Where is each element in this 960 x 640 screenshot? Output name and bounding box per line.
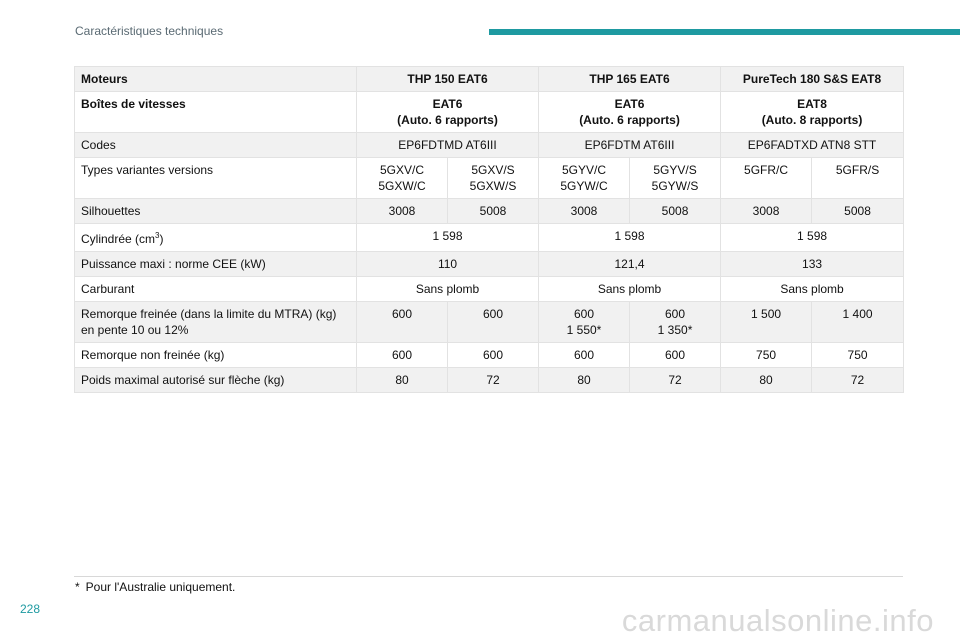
variant-cell (812, 158, 904, 199)
braked-cell (721, 302, 812, 343)
braked-cell (448, 302, 539, 343)
table-cell: 80 (721, 368, 812, 393)
row-label: Poids maximal autorisé sur flèche (kg) (75, 368, 357, 393)
variant-cell (539, 158, 630, 199)
braked-line: 1 400 (842, 307, 873, 321)
braked-line: 600 (665, 307, 686, 321)
specifications-table (74, 66, 904, 393)
table-cell: 80 (539, 368, 630, 393)
row-label: Puissance maxi : norme CEE (kW) (75, 252, 357, 277)
gearbox-name: EAT6 (614, 97, 645, 111)
gearbox-cell (539, 92, 721, 133)
table-cell: 750 (812, 343, 904, 368)
table-cell: Sans plomb (357, 277, 539, 302)
variant-line: 5GXW/C (378, 179, 426, 193)
table-row-fuel (75, 277, 904, 302)
table-cell: EP6FDTM AT6III (539, 133, 721, 158)
braked-line: 600 (482, 307, 504, 321)
braked-cell (630, 302, 721, 343)
variant-cell (721, 158, 812, 199)
table-row-braked-trailer (75, 302, 904, 343)
engine-header: THP 165 EAT6 (539, 67, 721, 92)
table-row-engines (75, 67, 904, 92)
braked-line: 1 500 (751, 307, 782, 321)
table-cell: 121,4 (539, 252, 721, 277)
table-cell: 72 (630, 368, 721, 393)
braked-cell (357, 302, 448, 343)
table-cell: 5008 (630, 199, 721, 224)
variant-line: 5GFR/S (835, 163, 880, 177)
row-label (75, 224, 357, 252)
braked-line: 600 (574, 307, 595, 321)
engine-header: THP 150 EAT6 (357, 67, 539, 92)
table-row-variants (75, 158, 904, 199)
gearbox-detail: (Auto. 6 rapports) (579, 113, 680, 127)
row-label: Remorque non freinée (kg) (75, 343, 357, 368)
braked-line: 1 350* (657, 323, 693, 337)
variant-cell (448, 158, 539, 199)
table-cell: 750 (721, 343, 812, 368)
braked-label-line: Remorque freinée (dans la limite du MTRA) (kg) (81, 307, 337, 321)
table-cell: 600 (357, 343, 448, 368)
gearbox-cell (357, 92, 539, 133)
row-label: Carburant (75, 277, 357, 302)
table-row-unbraked-trailer (75, 343, 904, 368)
header-accent-bar (489, 29, 960, 35)
row-label: Types variantes versions (75, 158, 357, 199)
table-cell: 80 (357, 368, 448, 393)
gearbox-name: EAT8 (797, 97, 827, 111)
gearbox-cell (721, 92, 904, 133)
table-row-codes (75, 133, 904, 158)
page-number: 228 (20, 602, 41, 616)
variant-line: 5GYV/C (562, 163, 607, 177)
table-cell: EP6FDTMD AT6III (357, 133, 539, 158)
variant-line: 5GYW/C (560, 179, 608, 193)
variant-line: 5GYW/S (651, 179, 699, 193)
footnote (75, 580, 235, 594)
row-label: Boîtes de vitesses (75, 92, 357, 133)
table-cell: 110 (357, 252, 539, 277)
table-cell: 600 (448, 343, 539, 368)
gearbox-name: EAT6 (432, 97, 463, 111)
table-cell: 5008 (448, 199, 539, 224)
footnote-text: Pour l'Australie uniquement. (85, 580, 236, 594)
row-label (75, 302, 357, 343)
table-row-power (75, 252, 904, 277)
variant-cell (630, 158, 721, 199)
braked-line: 1 550* (566, 323, 602, 337)
table-cell: 1 598 (539, 224, 721, 252)
engine-header: PureTech 180 S&S EAT8 (721, 67, 904, 92)
footnote-divider (74, 576, 903, 577)
footnote-mark: * (75, 580, 80, 594)
variant-cell (357, 158, 448, 199)
row-label: Codes (75, 133, 357, 158)
variant-line: 5GXW/S (469, 179, 517, 193)
displacement-label-close: ) (159, 232, 164, 246)
table-cell: 600 (539, 343, 630, 368)
braked-line: 600 (391, 307, 413, 321)
table-row-nose-weight (75, 368, 904, 393)
braked-label-line: en pente 10 ou 12% (81, 323, 189, 337)
row-label: Moteurs (75, 67, 357, 92)
watermark: carmanualsonline.info (621, 603, 934, 638)
braked-cell (539, 302, 630, 343)
table-cell: 3008 (357, 199, 448, 224)
table-cell: Sans plomb (721, 277, 904, 302)
table-cell: 600 (630, 343, 721, 368)
variant-line: 5GXV/C (379, 163, 424, 177)
variant-line: 5GYV/S (653, 163, 697, 177)
section-title: Caractéristiques techniques (75, 24, 224, 38)
table-cell: 5008 (812, 199, 904, 224)
displacement-label: Cylindrée (cm (81, 232, 156, 246)
gearbox-detail: (Auto. 6 rapports) (397, 113, 498, 127)
table-cell: 72 (448, 368, 539, 393)
table-row-silhouettes (75, 199, 904, 224)
table-cell: 3008 (539, 199, 630, 224)
table-row-gearbox (75, 92, 904, 133)
table-cell: 1 598 (721, 224, 904, 252)
table-cell: 133 (721, 252, 904, 277)
table-cell: 72 (812, 368, 904, 393)
table-cell: EP6FADTXD ATN8 STT (721, 133, 904, 158)
table-cell: 3008 (721, 199, 812, 224)
variant-line: 5GXV/S (471, 163, 515, 177)
displacement-unit-sup: 3 (155, 231, 160, 240)
braked-cell (812, 302, 904, 343)
table-cell: 1 598 (357, 224, 539, 252)
table-cell: Sans plomb (539, 277, 721, 302)
gearbox-detail: (Auto. 8 rapports) (761, 113, 863, 127)
variant-line: 5GFR/C (744, 163, 789, 177)
row-label: Silhouettes (75, 199, 357, 224)
table-row-displacement (75, 224, 904, 252)
